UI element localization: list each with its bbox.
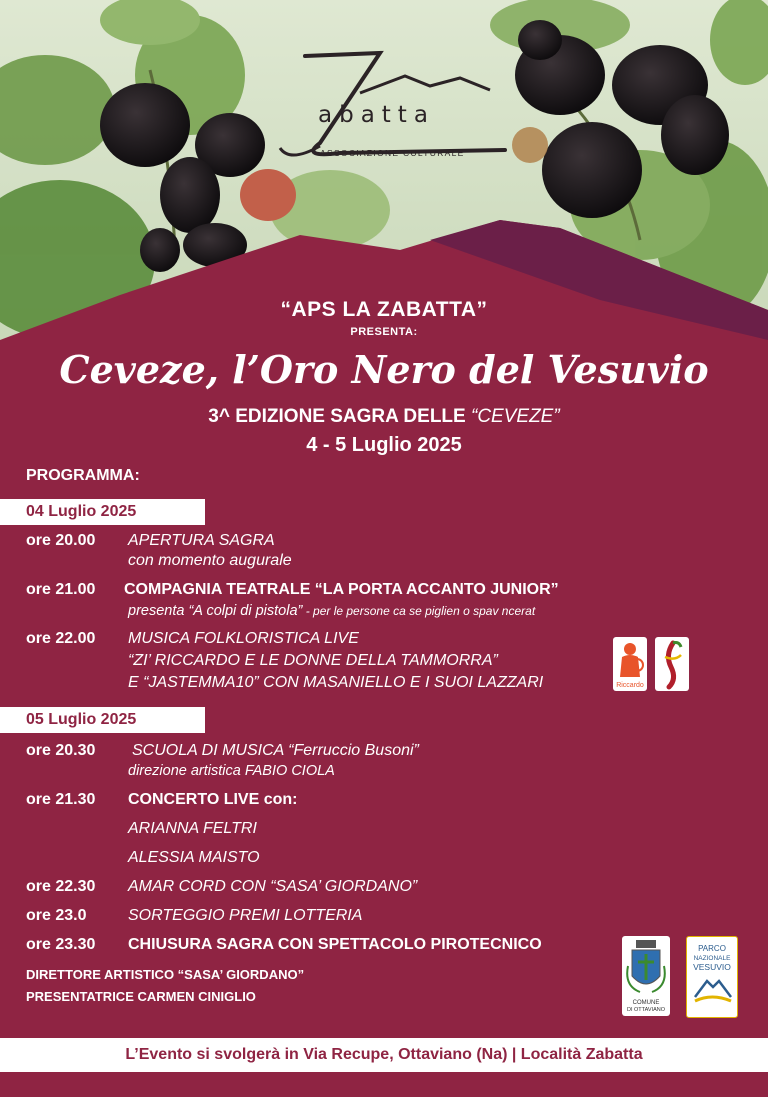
jastemma-logo bbox=[655, 637, 689, 691]
day1-event3-time: ore 22.00 bbox=[26, 630, 96, 647]
day2-event2-line2: ARIANNA FELTRI bbox=[128, 820, 257, 837]
day1-event3-title: MUSICA FOLKLORISTICA LIVE bbox=[128, 630, 359, 647]
day2-event4-title: SORTEGGIO PREMI LOTTERIA bbox=[128, 907, 363, 924]
day2-event5-time: ore 23.30 bbox=[26, 936, 96, 953]
event-title: Ceveze, l’Oro Nero del Vesuvio bbox=[59, 347, 709, 392]
pepper-icon bbox=[655, 637, 689, 691]
comune-line2: DI OTTAVIANO bbox=[627, 1007, 665, 1013]
parco-line3: VESUVIO bbox=[693, 962, 731, 972]
parco-line1: PARCO bbox=[698, 944, 726, 953]
parco-line2: NAZIONALE bbox=[693, 955, 731, 962]
day1-event1-line2: con momento augurale bbox=[128, 552, 292, 569]
day2-event2-line3: ALESSIA MAISTO bbox=[128, 849, 260, 866]
zabatta-logo bbox=[260, 38, 520, 168]
day2-event1-time: ore 20.30 bbox=[26, 742, 96, 759]
riccardo-logo bbox=[613, 637, 647, 691]
logo-subtitle: ASSOCIAZIONE CULTURALE bbox=[320, 148, 465, 158]
tammorra-dancer-icon bbox=[613, 637, 647, 691]
parco-vesuvio-mark bbox=[687, 937, 737, 1017]
event-dates: 4 - 5 Luglio 2025 bbox=[306, 434, 462, 456]
edition-italic: “CEVEZE” bbox=[471, 406, 560, 427]
day1-event1-title: APERTURA SAGRA bbox=[128, 532, 275, 549]
day1-event1-time: ore 20.00 bbox=[26, 532, 96, 549]
day1-date-bar: 04 Luglio 2025 bbox=[0, 499, 205, 525]
day1-event2-line2-small: - per le persone ca se piglien o spav ncerat bbox=[302, 604, 536, 618]
day1-event2-line2-main: presenta “A colpi di pistola” bbox=[128, 603, 303, 619]
day2-event2-time: ore 21.30 bbox=[26, 791, 96, 808]
comune-ottaviano-logo bbox=[622, 936, 670, 1016]
logo-wordmark: abatta bbox=[318, 102, 435, 128]
edition-heading bbox=[0, 406, 768, 428]
day1-event2-title: COMPAGNIA TEATRALE “LA PORTA ACCANTO JUNIOR” bbox=[124, 581, 559, 598]
day1-event3-line3: E “JASTEMMA10” CON MASANIELLO E I SUOI LAZZARI bbox=[128, 674, 544, 691]
coat-of-arms-icon bbox=[622, 936, 670, 1016]
artistic-director: DIRETTORE ARTISTICO “SASA’ GIORDANO” bbox=[26, 967, 305, 982]
day2-event5-title: CHIUSURA SAGRA CON SPETTACOLO PIROTECNICO bbox=[128, 936, 542, 953]
presenter-heading: “APS LA ZABATTA” bbox=[280, 298, 488, 321]
day2-event2-title: CONCERTO LIVE con: bbox=[128, 791, 298, 808]
day2-event3-title: AMAR CORD CON “SASA’ GIORDANO” bbox=[128, 878, 418, 895]
day1-event2-line2 bbox=[128, 603, 535, 619]
parco-vesuvio-logo bbox=[686, 936, 738, 1018]
day2-event1-line2: direzione artistica FABIO CIOLA bbox=[128, 763, 335, 779]
program-label: PROGRAMMA: bbox=[26, 467, 140, 484]
presenter-credit: PRESENTATRICE CARMEN CINIGLIO bbox=[26, 989, 256, 1004]
day2-event3-time: ore 22.30 bbox=[26, 878, 96, 895]
comune-line1: COMUNE bbox=[632, 1000, 660, 1006]
day2-date-bar: 05 Luglio 2025 bbox=[0, 707, 205, 733]
day2-event1-title: SCUOLA DI MUSICA “Ferruccio Busoni” bbox=[132, 742, 419, 759]
location-footer: L’Evento si svolgerà in Via Recupe, Ottaviano (Na) | Località Zabatta bbox=[0, 1038, 768, 1072]
edition-prefix: 3^ EDIZIONE SAGRA DELLE bbox=[208, 406, 471, 427]
day2-event4-time: ore 23.0 bbox=[26, 907, 87, 924]
day1-event2-time: ore 21.00 bbox=[26, 581, 96, 598]
riccardo-logo-text: Riccardo bbox=[616, 682, 644, 689]
presenta-label: PRESENTA: bbox=[350, 326, 418, 338]
day1-event3-line2: “ZI’ RICCARDO E LE DONNE DELLA TAMMORRA” bbox=[128, 652, 498, 669]
